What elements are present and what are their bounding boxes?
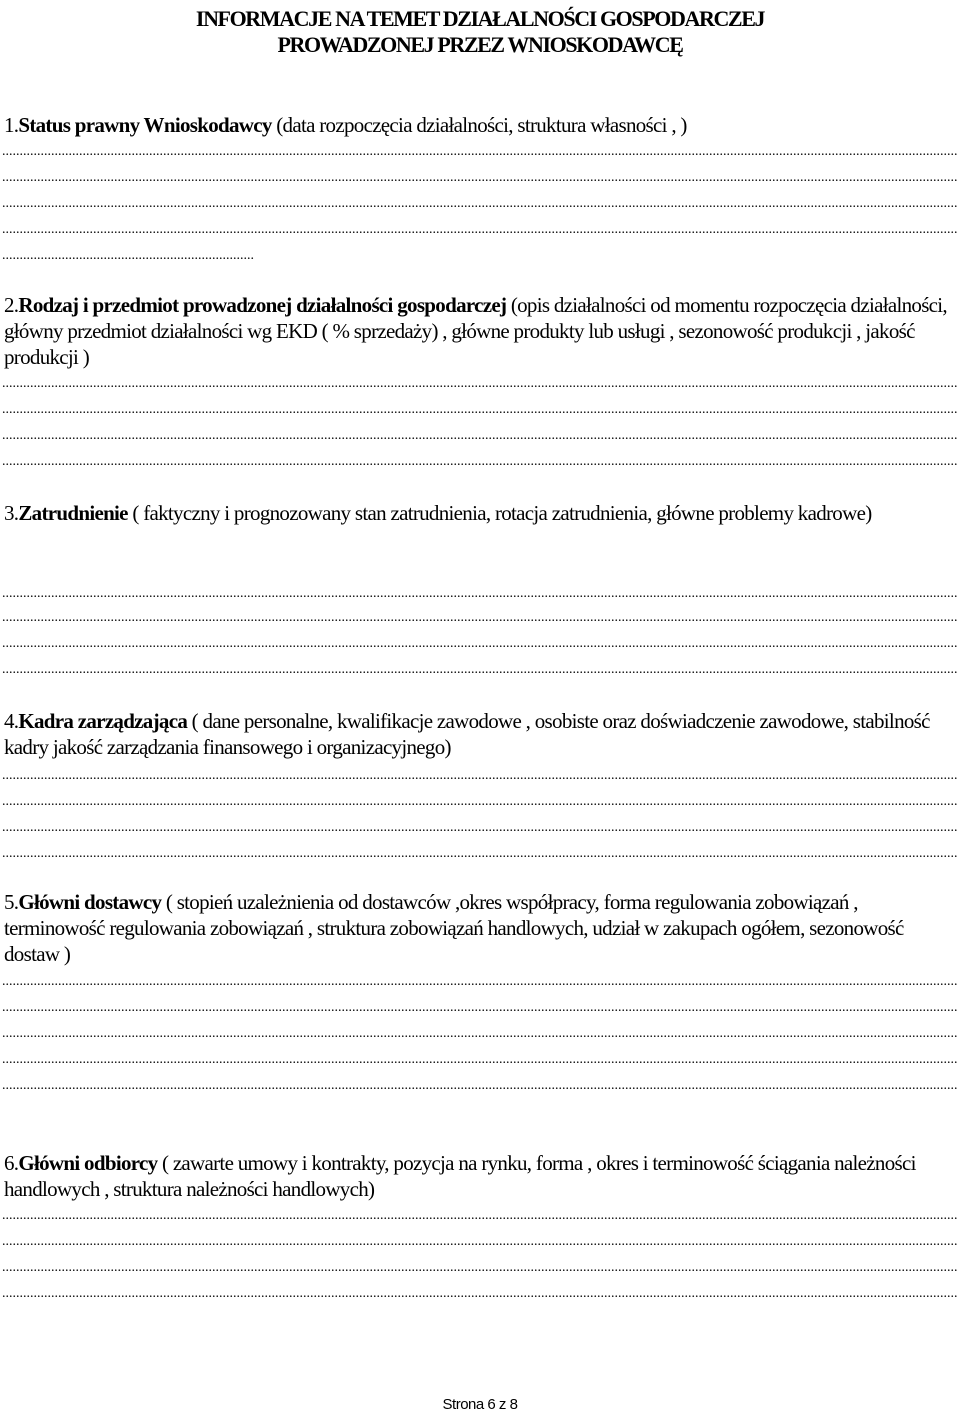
section-4-heading bbox=[4, 708, 954, 760]
answer-line[interactable] bbox=[2, 1080, 958, 1092]
answer-line[interactable] bbox=[2, 976, 958, 988]
answer-line[interactable] bbox=[2, 378, 958, 390]
answer-line[interactable] bbox=[2, 664, 958, 676]
answer-line[interactable] bbox=[2, 1236, 958, 1248]
section-6-number: 6. bbox=[4, 1151, 19, 1175]
answer-line[interactable] bbox=[2, 146, 958, 158]
answer-line[interactable] bbox=[2, 612, 958, 624]
section-5-title: Główni dostawcy bbox=[18, 890, 162, 914]
section-5-heading bbox=[4, 889, 954, 967]
answer-line[interactable] bbox=[2, 588, 958, 600]
answer-line[interactable] bbox=[2, 250, 254, 262]
section-3-number: 3. bbox=[4, 501, 19, 525]
answer-line[interactable] bbox=[2, 172, 958, 184]
page-title-line-1: INFORMACJE NA TEMET DZIAŁALNOŚCI GOSPODARCZEJ bbox=[195, 6, 765, 31]
answer-line[interactable] bbox=[2, 456, 958, 468]
answer-line[interactable] bbox=[2, 1288, 958, 1300]
answer-line[interactable] bbox=[2, 796, 958, 808]
section-4-number: 4. bbox=[4, 709, 19, 733]
section-1-heading bbox=[4, 112, 954, 138]
section-1-title: Status prawny Wnioskodawcy bbox=[18, 113, 272, 137]
section-6-title: Główni odbiorcy bbox=[18, 1151, 158, 1175]
section-2-number: 2. bbox=[4, 293, 19, 317]
section-5-description: ( stopień uzależnienia od dostawców ,okres współpracy, forma regulowania zobowiązań , terminowość regulowania zobowiązań , struktura zobowiązań handlowych, udział w zakupach ogółem, sezonowość dostaw ) bbox=[4, 890, 904, 966]
answer-line[interactable] bbox=[2, 224, 958, 236]
answer-line[interactable] bbox=[2, 1002, 958, 1014]
answer-line[interactable] bbox=[2, 404, 958, 416]
page-number: Strona 6 z 8 bbox=[442, 1396, 518, 1413]
section-2-description: (opis działalności od momentu rozpoczęcia działalności, główny przedmiot działalności wg EKD ( % sprzedaży) , główne produkty lub usługi , sezonowość produkcji , jakość produkcji ) bbox=[4, 293, 947, 369]
section-6-heading bbox=[4, 1150, 954, 1202]
section-4-description: ( dane personalne, kwalifikacje zawodowe , osobiste oraz doświadczenie zawodowe, stabilność kadry jakość zarządzania finansowego i organizacyjnego) bbox=[4, 709, 930, 759]
answer-line[interactable] bbox=[2, 1054, 958, 1066]
answer-line[interactable] bbox=[2, 848, 958, 860]
answer-line[interactable] bbox=[2, 770, 958, 782]
section-3-title: Zatrudnienie bbox=[18, 501, 128, 525]
section-1-number: 1. bbox=[4, 113, 19, 137]
answer-line[interactable] bbox=[2, 638, 958, 650]
section-6-description: ( zawarte umowy i kontrakty, pozycja na rynku, forma , okres i terminowość ściągania należności handlowych , struktura należności handlowych) bbox=[4, 1151, 916, 1201]
answer-line[interactable] bbox=[2, 822, 958, 834]
answer-line[interactable] bbox=[2, 1210, 958, 1222]
section-3-heading bbox=[4, 500, 954, 526]
answer-line[interactable] bbox=[2, 430, 958, 442]
answer-line[interactable] bbox=[2, 1028, 958, 1040]
section-2-heading bbox=[4, 292, 954, 370]
section-2-title: Rodzaj i przedmiot prowadzonej działalności gospodarczej bbox=[18, 293, 507, 317]
section-3-description: ( faktyczny i prognozowany stan zatrudnienia, rotacja zatrudnienia, główne problemy kadrowe) bbox=[127, 501, 872, 525]
section-5-number: 5. bbox=[4, 890, 19, 914]
answer-line[interactable] bbox=[2, 1262, 958, 1274]
answer-line[interactable] bbox=[2, 198, 958, 210]
section-1-description: (data rozpoczęcia działalności, struktura własności , ) bbox=[271, 113, 687, 137]
page-title-line-2: PROWADZONEJ PRZEZ WNIOSKODAWCĘ bbox=[277, 32, 683, 57]
section-4-title: Kadra zarządzająca bbox=[18, 709, 188, 733]
